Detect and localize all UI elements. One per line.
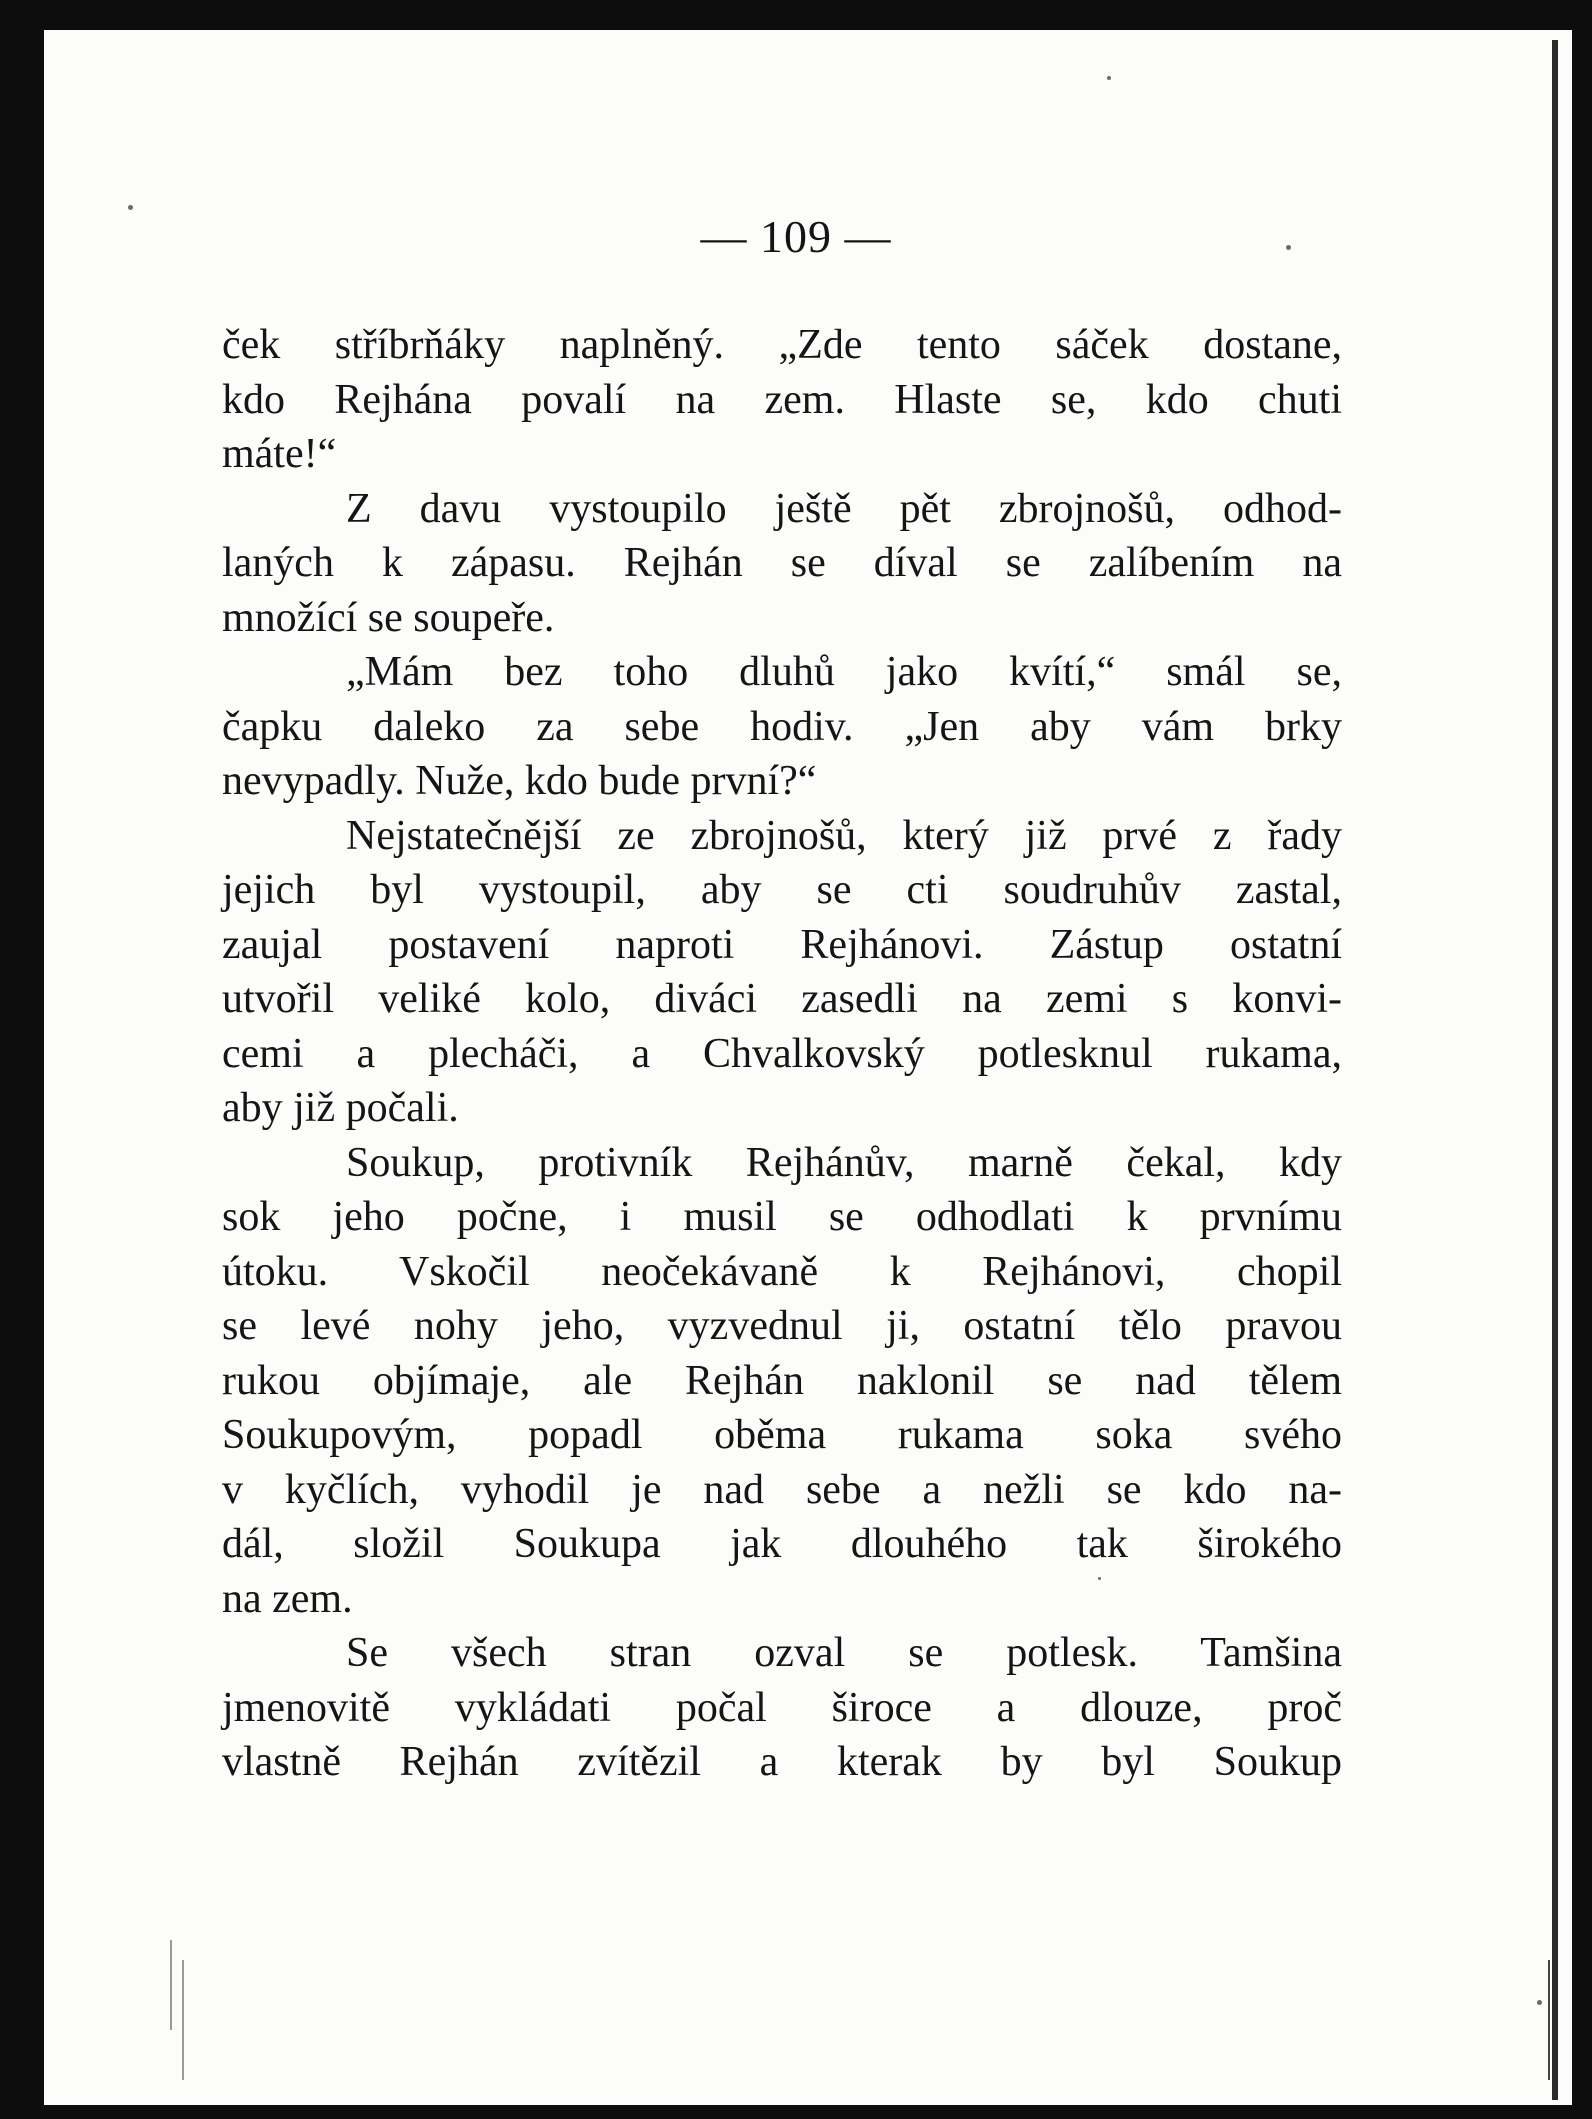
text-line: na zem.: [222, 1575, 353, 1622]
body-text: [222, 318, 1342, 1790]
text-line: sok jeho počne, i musil se odhodlati k prvnímu: [222, 1194, 1342, 1240]
text-line: čapku daleko za sebe hodiv. „Jen aby vám brky: [222, 703, 1342, 750]
text-line: Soukup, protivník Rejhánův, marně čekal, kdy: [346, 1139, 1342, 1186]
text-line: v kyčlích, vyhodil je nad sebe a nežli se kdo na-: [222, 1466, 1342, 1513]
text-line: vlastně Rejhán zvítězil a kterak by byl Soukup: [222, 1739, 1342, 1785]
text-line: Nejstatečnější ze zbrojnošů, který již prvé z řady: [346, 812, 1342, 859]
scan-scratch: [170, 1940, 172, 2030]
text-line: máte!“: [222, 431, 337, 477]
text-line: rukou objímaje, ale Rejhán naklonil se nad tělem: [222, 1357, 1342, 1404]
text-line: zaujal postavení naproti Rejhánovi. Zástup ostatní: [222, 921, 1342, 968]
text-line: ček stříbrňáky naplněný. „Zde tento sáček dostane,: [222, 322, 1342, 368]
text-line: laných k zápasu. Rejhán se díval se zalíbením na: [222, 540, 1342, 586]
text-line: dál, složil Soukupa jak dlouhého tak širokého: [222, 1521, 1342, 1567]
text-line: aby již počali.: [222, 1085, 459, 1131]
scan-scratch: [182, 1960, 184, 2080]
text-line: útoku. Vskočil neočekávaně k Rejhánovi, chopil: [222, 1248, 1342, 1295]
text-line: kdo Rejhána povalí na zem. Hlaste se, kdo chuti: [222, 376, 1342, 423]
text-line: Se všech stran ozval se potlesk. Tamšina: [346, 1630, 1342, 1676]
page-edge-shadow: [1552, 40, 1558, 2100]
text-line: se levé nohy jeho, vyzvednul ji, ostatní tělo pravou: [222, 1303, 1342, 1349]
page-number: — 109 —: [700, 211, 892, 262]
text-line: nevypadly. Nuže, kdo bude první?“: [222, 758, 817, 804]
text-line: Soukupovým, popadl oběma rukama soka svého: [222, 1412, 1342, 1458]
text-line: cemi a plecháči, a Chvalkovský potlesknul rukama,: [222, 1030, 1342, 1077]
text-line: jmenovitě vykládati počal široce a dlouze, proč: [222, 1684, 1342, 1731]
scan-scratch: [1548, 1960, 1550, 2080]
text-line: utvořil veliké kolo, diváci zasedli na zemi s konvi-: [222, 976, 1342, 1022]
text-line: „Mám bez toho dluhů jako kvítí,“ smál se,: [346, 649, 1342, 695]
scan-speck: [1537, 2000, 1542, 2005]
text-line: množící se soupeře.: [222, 594, 555, 641]
scan-speck: [1107, 76, 1111, 80]
text-line: Z davu vystoupilo ještě pět zbrojnošů, odhod-: [346, 485, 1342, 532]
text-line: jejich byl vystoupil, aby se cti soudruhův zastal,: [222, 867, 1342, 913]
